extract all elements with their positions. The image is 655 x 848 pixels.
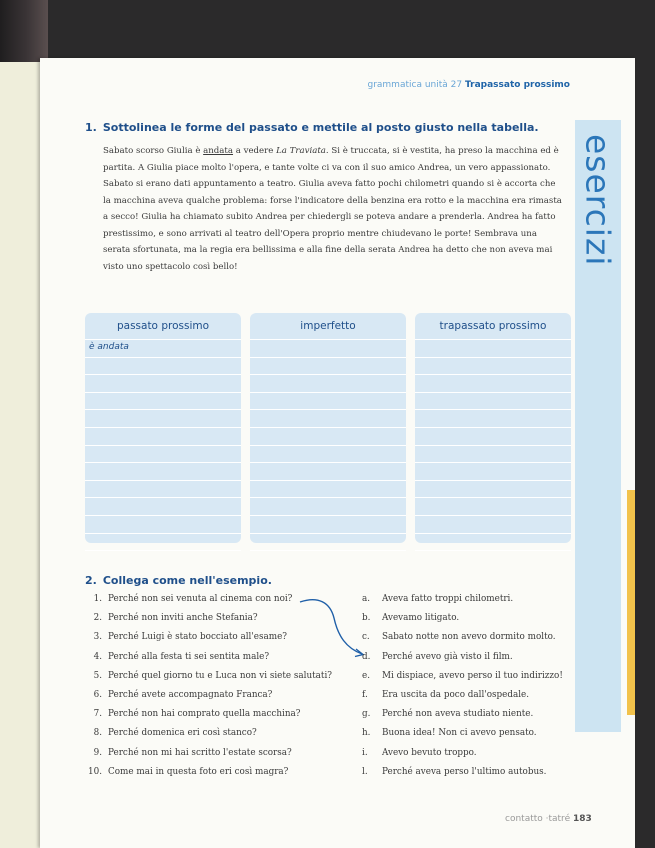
page-footer (505, 814, 592, 824)
page-header (330, 80, 570, 90)
table-cell[interactable] (415, 340, 571, 358)
question-item[interactable]: 3. Perché Luigi è stato bocciato all'esame? (93, 632, 288, 643)
table-cell[interactable] (85, 446, 241, 464)
question-item[interactable]: 5. Perché quel giorno tu e Luca non vi siete salutati? (93, 670, 332, 681)
table-cell[interactable] (415, 428, 571, 446)
table-cell[interactable] (250, 446, 406, 464)
question-item[interactable]: 8. Perché domenica eri così stanco? (93, 728, 257, 739)
table-cell[interactable] (85, 393, 241, 411)
header-section: grammatica (367, 80, 422, 90)
table-cell[interactable] (85, 481, 241, 499)
question-item[interactable]: 6. Perché avete accompagnato Franca? (93, 690, 273, 700)
table-column-imperfetto (250, 313, 406, 543)
answer-item[interactable]: f. Era uscita da poco dall'ospedale. (362, 690, 530, 700)
answers-list (362, 594, 577, 789)
page-number: 183 (572, 814, 592, 824)
table-cell[interactable] (250, 534, 406, 552)
table-cell[interactable] (250, 393, 406, 411)
column-header: imperfetto (250, 313, 406, 340)
opera-title: La Traviata (276, 146, 326, 156)
table-column-trapassato-prossimo (415, 313, 571, 543)
table-cell[interactable] (415, 358, 571, 376)
table-cell[interactable] (415, 375, 571, 393)
table-cell[interactable] (415, 393, 571, 411)
table-cell[interactable] (250, 481, 406, 499)
answer-item[interactable]: b. Avevamo litigato. (362, 613, 460, 624)
answer-item[interactable]: e. Mi dispiace, avevo perso il tuo indirizzo! (362, 670, 563, 681)
answer-item[interactable]: a. Aveva fatto troppi chilometri. (362, 594, 514, 604)
exercises-tab (575, 120, 621, 732)
column-header: passato prossimo (85, 313, 241, 340)
table-cell[interactable] (250, 410, 406, 428)
question-item[interactable]: 9. Perché non mi hai scritto l'estate scorsa? (93, 747, 292, 758)
table-cell[interactable] (250, 340, 406, 358)
table-cell[interactable] (250, 375, 406, 393)
exercise1-passage: Sabato scorso Giulia è andata a vedere La Traviata. Si è truccata, si è vestita, ha preso la macchina ed è partita. A Giulia piace molto l'opera, e tante volte ci va con il suo amico Andrea, un vero appassionato. Sabato si erano dati appuntamento a teatro. Giulia aveva fatto pochi chilometri quando si è accorta che la macchina aveva qualche problema: forse l'indicatore della benzina era rotto e la macchina era rimasta a secco! Giulia ha chiamato subito Andrea per chiedergli se poteva andare a prenderla. Andrea ha fatto prestissimo, e sono arrivati al teatro dell'Opera proprio mentre chiudevano le porte! Sembrava una serata sfortunata, ma la regia era bellissima e alla fine della serata Andrea ha detto che non aveva mai visto uno spettacolo così bello! (103, 146, 562, 272)
table-cell[interactable] (85, 428, 241, 446)
table-cell[interactable] (415, 534, 571, 552)
answer-item[interactable]: g. Perché non aveva studiato niente. (362, 709, 534, 720)
table-cell[interactable] (415, 446, 571, 464)
exercise1-title (85, 121, 539, 134)
book-title: contatto ·tatré (505, 814, 571, 824)
exercise1-instruction: Sottolinea le forme del passato e mettile al posto giusto nella tabella. (102, 121, 539, 134)
table-cell[interactable] (250, 498, 406, 516)
table-column-passato-prossimo (85, 313, 241, 543)
table-cell[interactable] (85, 410, 241, 428)
table-cell[interactable] (415, 481, 571, 499)
table-cell[interactable] (415, 410, 571, 428)
question-item[interactable]: 7. Perché non hai comprato quella macchina? (93, 709, 301, 720)
header-unit: unità 27 (424, 80, 463, 90)
column-header: trapassato prossimo (415, 313, 571, 340)
exercise2-number: 2. (85, 574, 97, 587)
previous-page-edge (0, 62, 40, 848)
table-cell[interactable] (250, 463, 406, 481)
answer-item[interactable]: i. Avevo bevuto troppo. (362, 747, 477, 758)
table-cell[interactable] (250, 516, 406, 534)
answer-item[interactable]: d. Perché avevo già visto il film. (362, 651, 513, 662)
underlined-example: andata (203, 146, 234, 156)
table-cell[interactable] (415, 498, 571, 516)
table-cell[interactable] (85, 498, 241, 516)
question-item[interactable]: 2. Perché non inviti anche Stefania? (93, 613, 258, 624)
table-cell[interactable] (415, 463, 571, 481)
exercises-tab-label: esercizi (578, 134, 618, 267)
example-answer: è andata (89, 342, 129, 352)
question-item[interactable]: 4. Perché alla festa ti sei sentita male? (93, 651, 270, 662)
table-cell[interactable] (85, 358, 241, 376)
header-topic: Trapassato prossimo (464, 80, 570, 90)
answer-item[interactable]: l. Perché aveva perso l'ultimo autobus. (362, 766, 547, 777)
table-cell[interactable] (85, 340, 241, 358)
yellow-bookmark (627, 490, 635, 715)
answer-item[interactable]: c. Sabato notte non avevo dormito molto. (362, 632, 556, 643)
exercise2-instruction: Collega come nell'esempio. (102, 574, 272, 587)
table-cell[interactable] (85, 534, 241, 552)
table-cell[interactable] (85, 375, 241, 393)
question-item[interactable]: 10. Come mai in questa foto eri così magra? (88, 766, 289, 777)
table-cell[interactable] (415, 516, 571, 534)
table-cell[interactable] (85, 463, 241, 481)
table-cell[interactable] (250, 358, 406, 376)
exercise1-number: 1. (85, 121, 97, 134)
answer-item[interactable]: h. Buona idea! Non ci avevo pensato. (362, 728, 537, 739)
question-item[interactable]: 1. Perché non sei venuta al cinema con noi? (93, 594, 293, 604)
exercise2-title (85, 574, 272, 587)
table-cell[interactable] (85, 516, 241, 534)
table-cell[interactable] (250, 428, 406, 446)
